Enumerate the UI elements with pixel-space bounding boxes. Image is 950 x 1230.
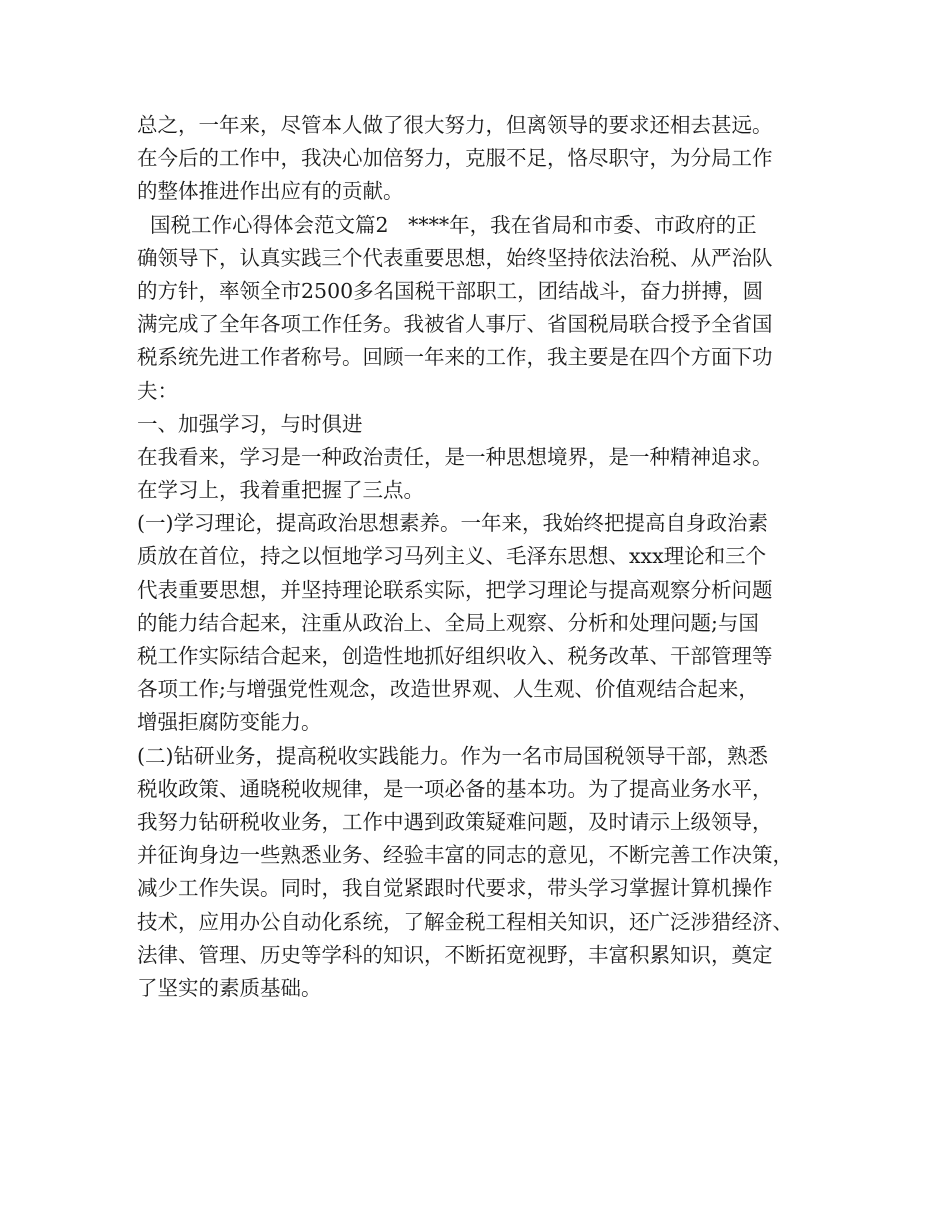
text-line: 增强拒腐防变能力。	[137, 710, 322, 735]
text-line: (二)钻研业务，提高税收实践能力。作为一名市局国税领导干部，熟悉	[137, 743, 768, 768]
text-line: 确领导下，认真实践三个代表重要思想，始终坚持依法治税、从严治队	[137, 245, 773, 270]
text-line: 的整体推进作出应有的贡献。	[137, 179, 404, 204]
text-line: 的方针，率领全市2500多名国税干部职工，团结战斗，奋力拼搏，圆	[137, 278, 764, 303]
text-line: 质放在首位，持之以恒地学习马列主义、毛泽东思想、xxx理论和三个	[137, 544, 767, 569]
text-line: 税工作实际结合起来，创造性地抓好组织收入、税务改革、干部管理等	[137, 644, 773, 668]
text-line: 国税工作心得体会范文篇2 ****年，我在省局和市委、市政府的正	[137, 212, 757, 237]
text-line: 我努力钻研税收业务，工作中遇到政策疑难问题，及时请示上级领导，	[137, 809, 773, 834]
text-line: 税收政策、通晓税收规律，是一项必备的基本功。为了提高业务水平，	[137, 776, 773, 801]
text-line: 技术，应用办公自动化系统，了解金税工程相关知识，还广泛涉猎经济、	[137, 909, 793, 934]
text-line: 夫：	[137, 378, 178, 403]
text-line: 税系统先进工作者称号。回顾一年来的工作，我主要是在四个方面下功	[137, 345, 773, 370]
text-line: 满完成了全年各项工作任务。我被省人事厅、省国税局联合授予全省国	[137, 312, 773, 337]
document-body	[137, 109, 827, 1005]
text-line: 代表重要思想，并坚持理论联系实际，把学习理论与提高观察分析问题	[137, 577, 773, 602]
text-line: 在学习上，我着重把握了三点。	[137, 478, 424, 503]
text-line: 法律、管理、历史等学科的知识，不断拓宽视野，丰富积累知识，奠定	[137, 942, 773, 967]
text-line: 总之，一年来，尽管本人做了很大努力，但离领导的要求还相去甚远。	[137, 113, 773, 137]
text-line: (一)学习理论，提高政治思想素养。一年来，我始终把提高自身政治素	[137, 511, 768, 536]
text-line: 了坚实的素质基础。	[137, 975, 322, 1000]
text-line: 的能力结合起来，注重从政治上、全局上观察、分析和处理问题;与国	[137, 610, 759, 635]
section-heading: 一、加强学习，与时俱进	[137, 411, 363, 436]
text-line: 在今后的工作中，我决心加倍努力，克服不足，恪尽职守，为分局工作	[137, 146, 773, 171]
text-line: 各项工作;与增强党性观念，改造世界观、人生观、价值观结合起来，	[137, 677, 759, 702]
text-line: 在我看来，学习是一种政治责任，是一种思想境界，是一种精神追求。	[137, 444, 773, 469]
text-line: 并征询身边一些熟悉业务、经验丰富的同志的意见，不断完善工作决策，	[137, 843, 793, 868]
text-line: 减少工作失误。同时，我自觉紧跟时代要求，带头学习掌握计算机操作	[137, 876, 773, 901]
